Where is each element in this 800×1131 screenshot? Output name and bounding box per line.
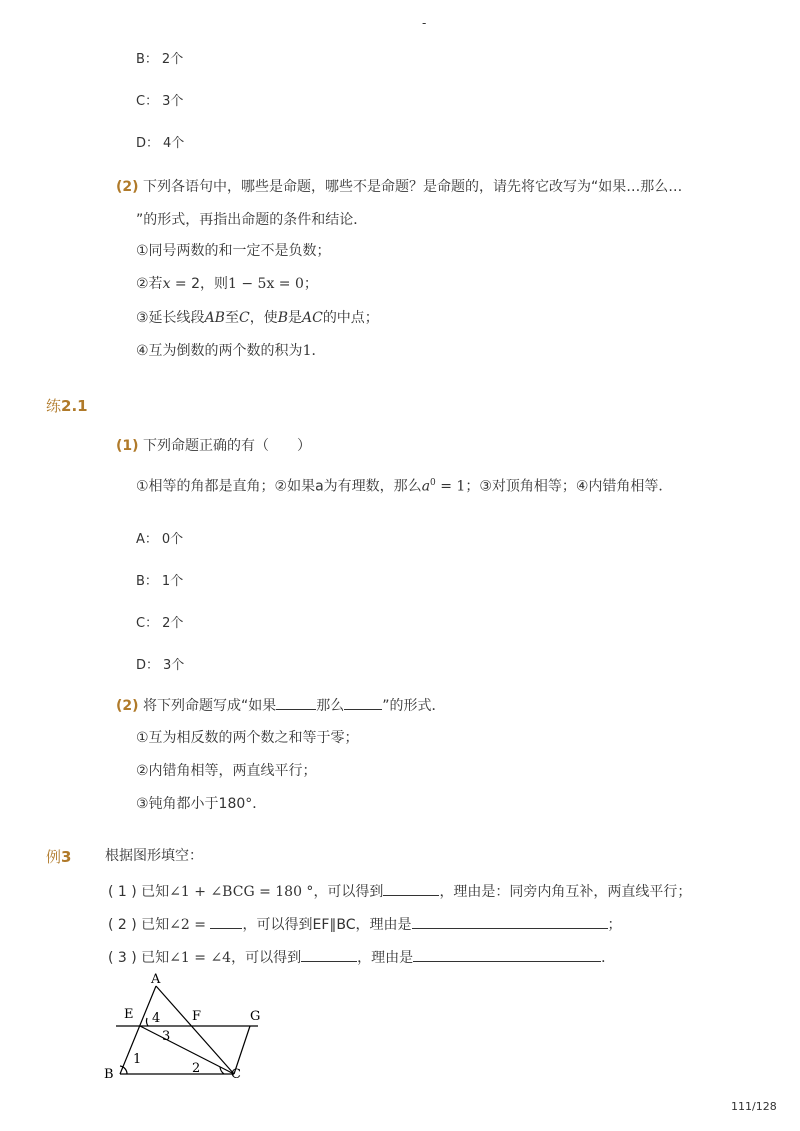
practice-label bbox=[46, 395, 88, 416]
p2-item-3: ③钝角都小于180°． bbox=[136, 796, 267, 812]
label-angle-3: 3 bbox=[162, 1029, 171, 1044]
example-label bbox=[46, 846, 71, 867]
label-a: A bbox=[151, 972, 161, 987]
option-value: 1个 bbox=[161, 574, 184, 589]
practice-statement bbox=[136, 474, 672, 496]
q2-item-1: ①同号两数的和一定不是负数； bbox=[136, 243, 331, 259]
text: 那么 bbox=[316, 698, 345, 714]
line-ec bbox=[140, 1026, 234, 1074]
math: B bbox=[277, 310, 288, 326]
p2-item-1: ①互为相反数的两个数之和等于零； bbox=[136, 730, 359, 746]
fill-blank[interactable] bbox=[383, 883, 439, 896]
option-key: D： bbox=[136, 136, 160, 151]
option-key: C： bbox=[136, 94, 159, 109]
text: ，可以得到EF∥BC，理由是 bbox=[242, 917, 412, 933]
text: ； bbox=[607, 917, 622, 933]
option-key: C： bbox=[136, 616, 159, 631]
text: ”的形式． bbox=[382, 698, 446, 714]
math: x bbox=[162, 276, 171, 292]
text: ( 3 ) 已知 bbox=[108, 950, 170, 966]
text: ①相等的角都是直角；②如果a为有理数，那么 bbox=[136, 478, 422, 495]
math: AB bbox=[204, 310, 225, 326]
option-key: B： bbox=[136, 574, 158, 589]
text: ； bbox=[303, 276, 318, 292]
option-c[interactable] bbox=[136, 90, 183, 109]
practice-question-1 bbox=[116, 437, 311, 455]
text: 至 bbox=[224, 310, 239, 326]
label-f: F bbox=[192, 1009, 202, 1024]
question-2-line1 bbox=[116, 178, 682, 196]
question-number: (2) bbox=[116, 179, 139, 195]
option-d[interactable] bbox=[136, 654, 184, 673]
math-exponent: 0 bbox=[430, 478, 436, 488]
practice-question-2 bbox=[116, 697, 446, 715]
p2-item-2: ②内错角相等，两直线平行； bbox=[136, 763, 317, 779]
label-b: B bbox=[104, 1067, 114, 1082]
question-number: (1) bbox=[116, 438, 139, 454]
option-d[interactable] bbox=[136, 132, 184, 151]
text: ，可以得到 bbox=[231, 950, 302, 966]
math: AC bbox=[301, 310, 323, 326]
example-line-2 bbox=[108, 916, 622, 934]
label-prefix: 练 bbox=[46, 397, 62, 415]
text: 的中点； bbox=[322, 310, 379, 326]
header-mark: - bbox=[422, 16, 427, 30]
example-line-1 bbox=[108, 883, 691, 901]
question-text: 下列各语句中，哪些是命题，哪些不是命题？是命题的，请先将它改写为“如果…那么… bbox=[143, 179, 683, 195]
option-value: 2个 bbox=[162, 616, 184, 631]
text: ④互为倒数的两个数的积为 bbox=[136, 343, 303, 359]
text: ②若 bbox=[136, 276, 163, 292]
option-b[interactable] bbox=[136, 48, 183, 67]
option-value: 2个 bbox=[161, 52, 184, 67]
label-angle-4: 4 bbox=[152, 1011, 161, 1026]
math: ∠2 = bbox=[169, 917, 211, 933]
option-c[interactable] bbox=[136, 612, 183, 631]
option-value: 3个 bbox=[163, 658, 185, 673]
fill-blank[interactable] bbox=[412, 916, 608, 929]
label-e: E bbox=[124, 1007, 134, 1022]
option-value: 0个 bbox=[161, 532, 184, 547]
text: ( 1 ) 已知 bbox=[108, 884, 170, 900]
question-number: (2) bbox=[116, 698, 139, 714]
example-intro: 根据图形填空： bbox=[105, 848, 203, 864]
q2-item-3 bbox=[136, 309, 379, 327]
geometry-figure bbox=[100, 970, 270, 1082]
option-value: 4个 bbox=[163, 136, 185, 151]
text: ． bbox=[601, 950, 616, 966]
label-c: C bbox=[231, 1067, 241, 1082]
label-angle-2: 2 bbox=[192, 1061, 201, 1076]
option-key: D： bbox=[136, 658, 160, 673]
option-a[interactable] bbox=[136, 528, 183, 547]
option-key: B： bbox=[136, 52, 158, 67]
text: ③延长线段 bbox=[136, 310, 205, 326]
text: 是 bbox=[287, 310, 302, 326]
text: ，理由是：同旁内角互补，两直线平行； bbox=[439, 884, 692, 900]
label-prefix: 例 bbox=[46, 848, 62, 866]
text: ，可以得到 bbox=[313, 884, 384, 900]
option-b[interactable] bbox=[136, 570, 183, 589]
fill-blank[interactable] bbox=[301, 949, 357, 962]
math: = 1 bbox=[435, 478, 466, 495]
math: C bbox=[238, 310, 250, 326]
text: 将下列命题写成“如果 bbox=[143, 698, 277, 714]
text: ；③对顶角相等；④内错角相等． bbox=[465, 478, 673, 495]
question-2-line2: ”的形式，再指出命题的条件和结论． bbox=[136, 212, 368, 228]
label-angle-1: 1 bbox=[133, 1052, 142, 1067]
text: ，使 bbox=[249, 310, 278, 326]
text: = 2，则 bbox=[170, 276, 229, 292]
math: ∠1 + ∠BCG = 180 ° bbox=[169, 884, 314, 900]
text: ( 2 ) 已知 bbox=[108, 917, 170, 933]
text: ． bbox=[311, 343, 326, 359]
label-number: 3 bbox=[61, 848, 72, 866]
math: 1 bbox=[302, 343, 312, 359]
label-number: 2.1 bbox=[61, 397, 88, 415]
angle-arc-e bbox=[146, 1018, 148, 1026]
fill-blank[interactable] bbox=[276, 697, 316, 710]
math: ∠1 = ∠4 bbox=[169, 950, 232, 966]
label-g: G bbox=[250, 1009, 261, 1024]
math: 1 − 5x = 0 bbox=[228, 276, 304, 292]
question-text: 下列命题正确的有（ ） bbox=[143, 438, 311, 454]
q2-item-2 bbox=[136, 275, 318, 293]
fill-blank[interactable] bbox=[210, 916, 242, 929]
fill-blank[interactable] bbox=[344, 697, 382, 710]
option-value: 3个 bbox=[162, 94, 184, 109]
fill-blank[interactable] bbox=[413, 949, 601, 962]
text: ，理由是 bbox=[357, 950, 414, 966]
example-line-3 bbox=[108, 949, 615, 967]
page-number: 111/128 bbox=[731, 1100, 777, 1113]
math: a bbox=[421, 478, 431, 495]
option-key: A： bbox=[136, 532, 158, 547]
q2-item-4 bbox=[136, 342, 325, 360]
